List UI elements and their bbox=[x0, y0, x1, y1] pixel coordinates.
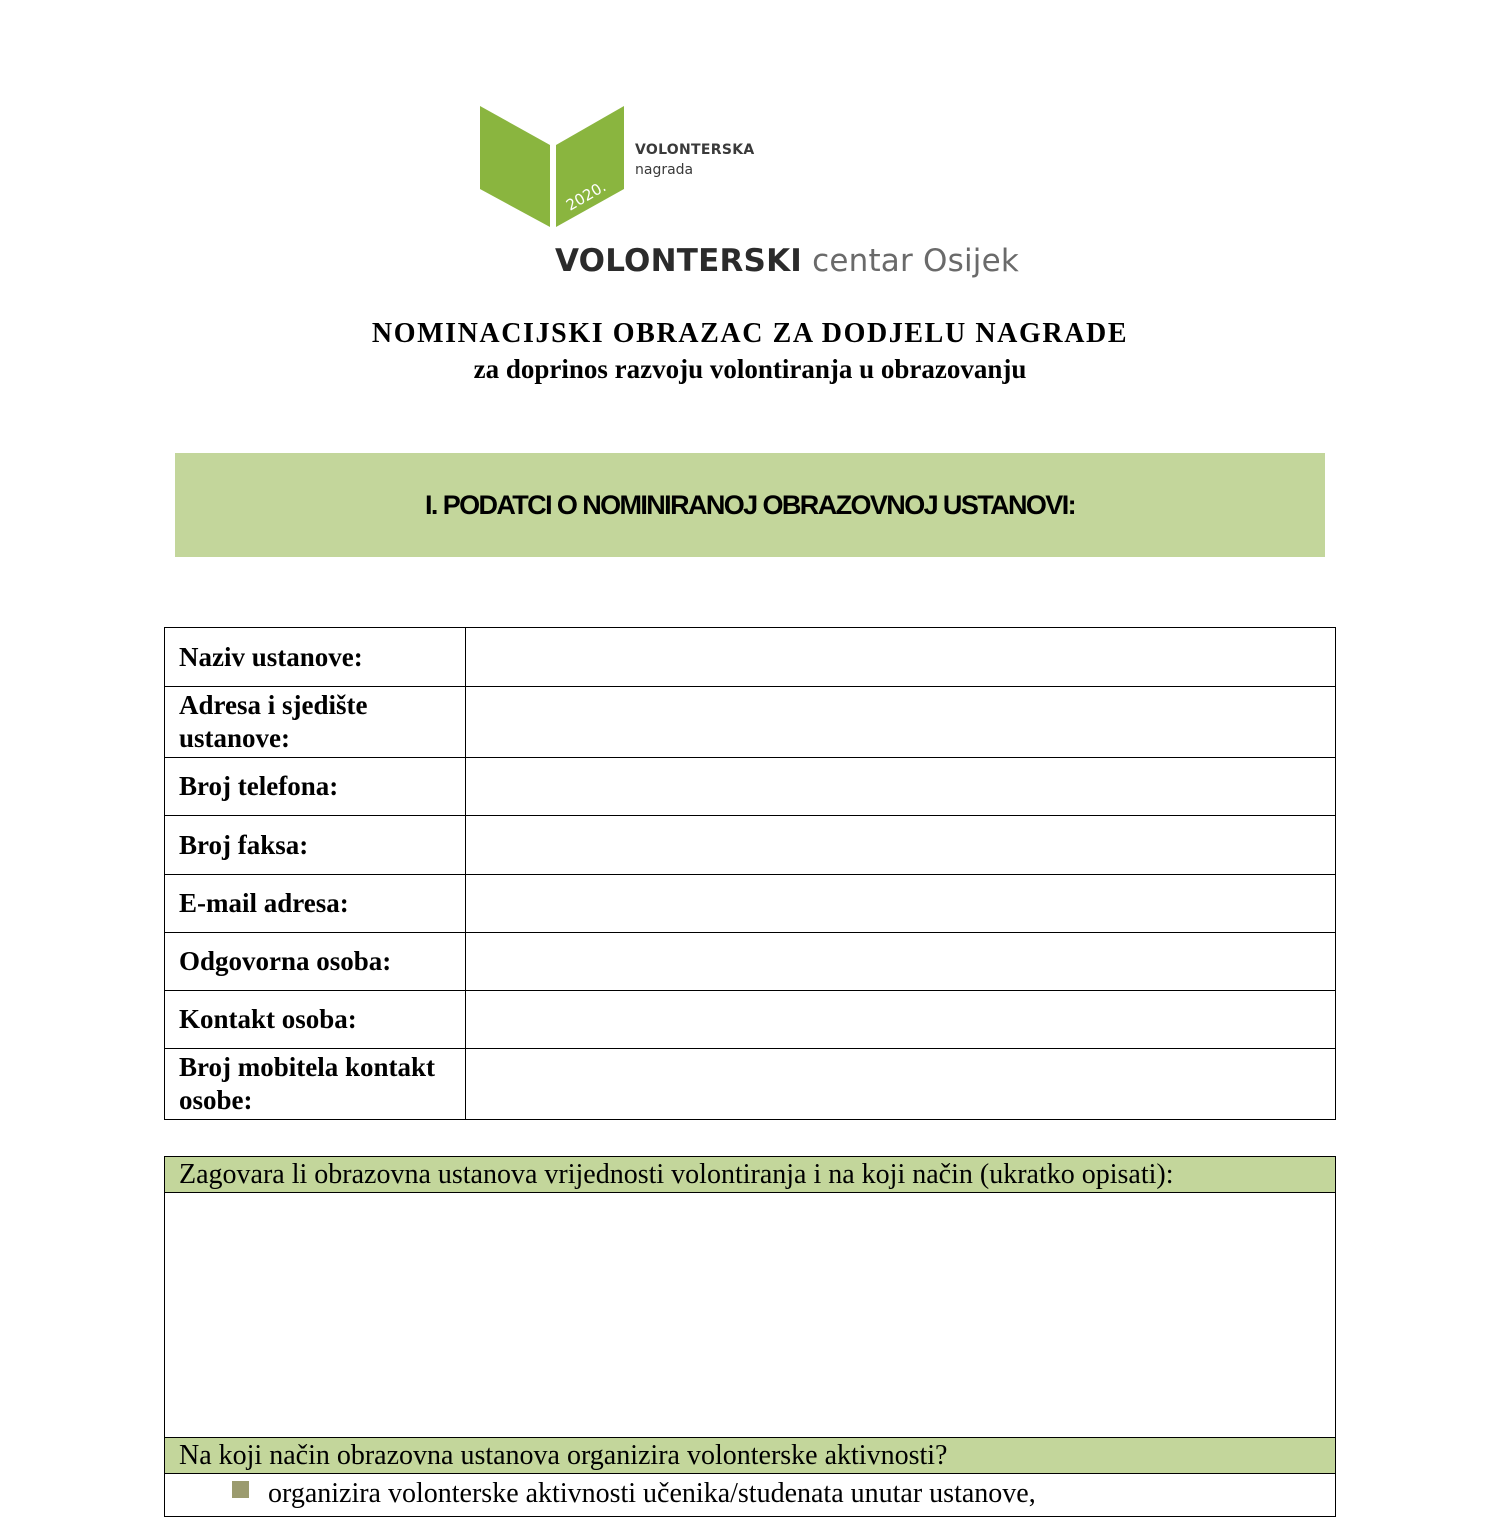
organization-name-light: centar Osijek bbox=[812, 243, 1020, 279]
institution-name-input[interactable] bbox=[466, 644, 1335, 671]
email-cell[interactable] bbox=[466, 875, 1336, 933]
responsible-person-input[interactable] bbox=[466, 948, 1335, 975]
table-row bbox=[165, 758, 1336, 816]
contact-person-cell[interactable] bbox=[466, 991, 1336, 1049]
table-row bbox=[165, 991, 1336, 1049]
question-volunteering-values bbox=[164, 1156, 1336, 1438]
table-row bbox=[165, 933, 1336, 991]
book-icon bbox=[478, 103, 628, 233]
address-input[interactable] bbox=[466, 709, 1335, 736]
row-label-contact-person: Kontakt osoba: bbox=[165, 991, 466, 1049]
table-row bbox=[165, 875, 1336, 933]
email-input[interactable] bbox=[466, 890, 1335, 917]
table-row bbox=[165, 1049, 1336, 1120]
organization-name bbox=[555, 243, 1019, 279]
contact-person-input[interactable] bbox=[466, 1006, 1335, 1033]
contact-mobile-cell[interactable] bbox=[466, 1049, 1336, 1120]
row-label-email: E-mail adresa: bbox=[165, 875, 466, 933]
question-heading: Na koji način obrazovna ustanova organizira volonterske aktivnosti? bbox=[165, 1438, 1335, 1473]
institution-name-cell[interactable] bbox=[466, 628, 1336, 687]
section-header bbox=[175, 453, 1325, 557]
address-cell[interactable] bbox=[466, 687, 1336, 758]
row-label-fax: Broj faksa: bbox=[165, 816, 466, 875]
book-left-page bbox=[480, 106, 550, 227]
row-label-address: Adresa i sjedište ustanove: bbox=[165, 687, 466, 758]
table-row bbox=[165, 687, 1336, 758]
row-label-phone: Broj telefona: bbox=[165, 758, 466, 816]
award-logo bbox=[478, 103, 768, 233]
row-label-institution-name: Naziv ustanove: bbox=[165, 628, 466, 687]
logo-year: 2020. bbox=[563, 177, 610, 215]
institution-info-table bbox=[164, 627, 1336, 1120]
organization-name-bold: VOLONTERSKI bbox=[555, 243, 803, 279]
volunteering-values-answer[interactable] bbox=[165, 1192, 1335, 1437]
option-label: organizira volonterske aktivnosti učenika/studenata unutar ustanove, bbox=[268, 1478, 1036, 1509]
book-right-page bbox=[556, 106, 624, 227]
phone-input[interactable] bbox=[466, 773, 1335, 800]
phone-cell[interactable] bbox=[466, 758, 1336, 816]
fax-cell[interactable] bbox=[466, 816, 1336, 875]
logo-subword: nagrada bbox=[635, 162, 694, 178]
row-label-contact-mobile: Broj mobitela kontakt osobe: bbox=[165, 1049, 466, 1120]
table-row bbox=[165, 628, 1336, 687]
responsible-person-cell[interactable] bbox=[466, 933, 1336, 991]
question-heading: Zagovara li obrazovna ustanova vrijednosti volontiranja i na koji način (ukratko opisati): bbox=[165, 1157, 1335, 1192]
logo-word: VOLONTERSKA bbox=[635, 142, 755, 158]
fax-input[interactable] bbox=[466, 832, 1335, 859]
table-row bbox=[165, 816, 1336, 875]
row-label-responsible-person: Odgovorna osoba: bbox=[165, 933, 466, 991]
section-heading: I. PODATCI O NOMINIRANOJ OBRAZOVNOJ USTANOVI: bbox=[424, 489, 1076, 520]
document-subtitle: za doprinos razvoju volontiranja u obrazovanju bbox=[473, 354, 1027, 384]
document-title: NOMINACIJSKI OBRAZAC ZA DODJELU NAGRADE bbox=[371, 318, 1129, 349]
checkbox-square-icon[interactable] bbox=[232, 1481, 249, 1498]
contact-mobile-input[interactable] bbox=[466, 1071, 1335, 1098]
option-item[interactable] bbox=[232, 1480, 1036, 1508]
